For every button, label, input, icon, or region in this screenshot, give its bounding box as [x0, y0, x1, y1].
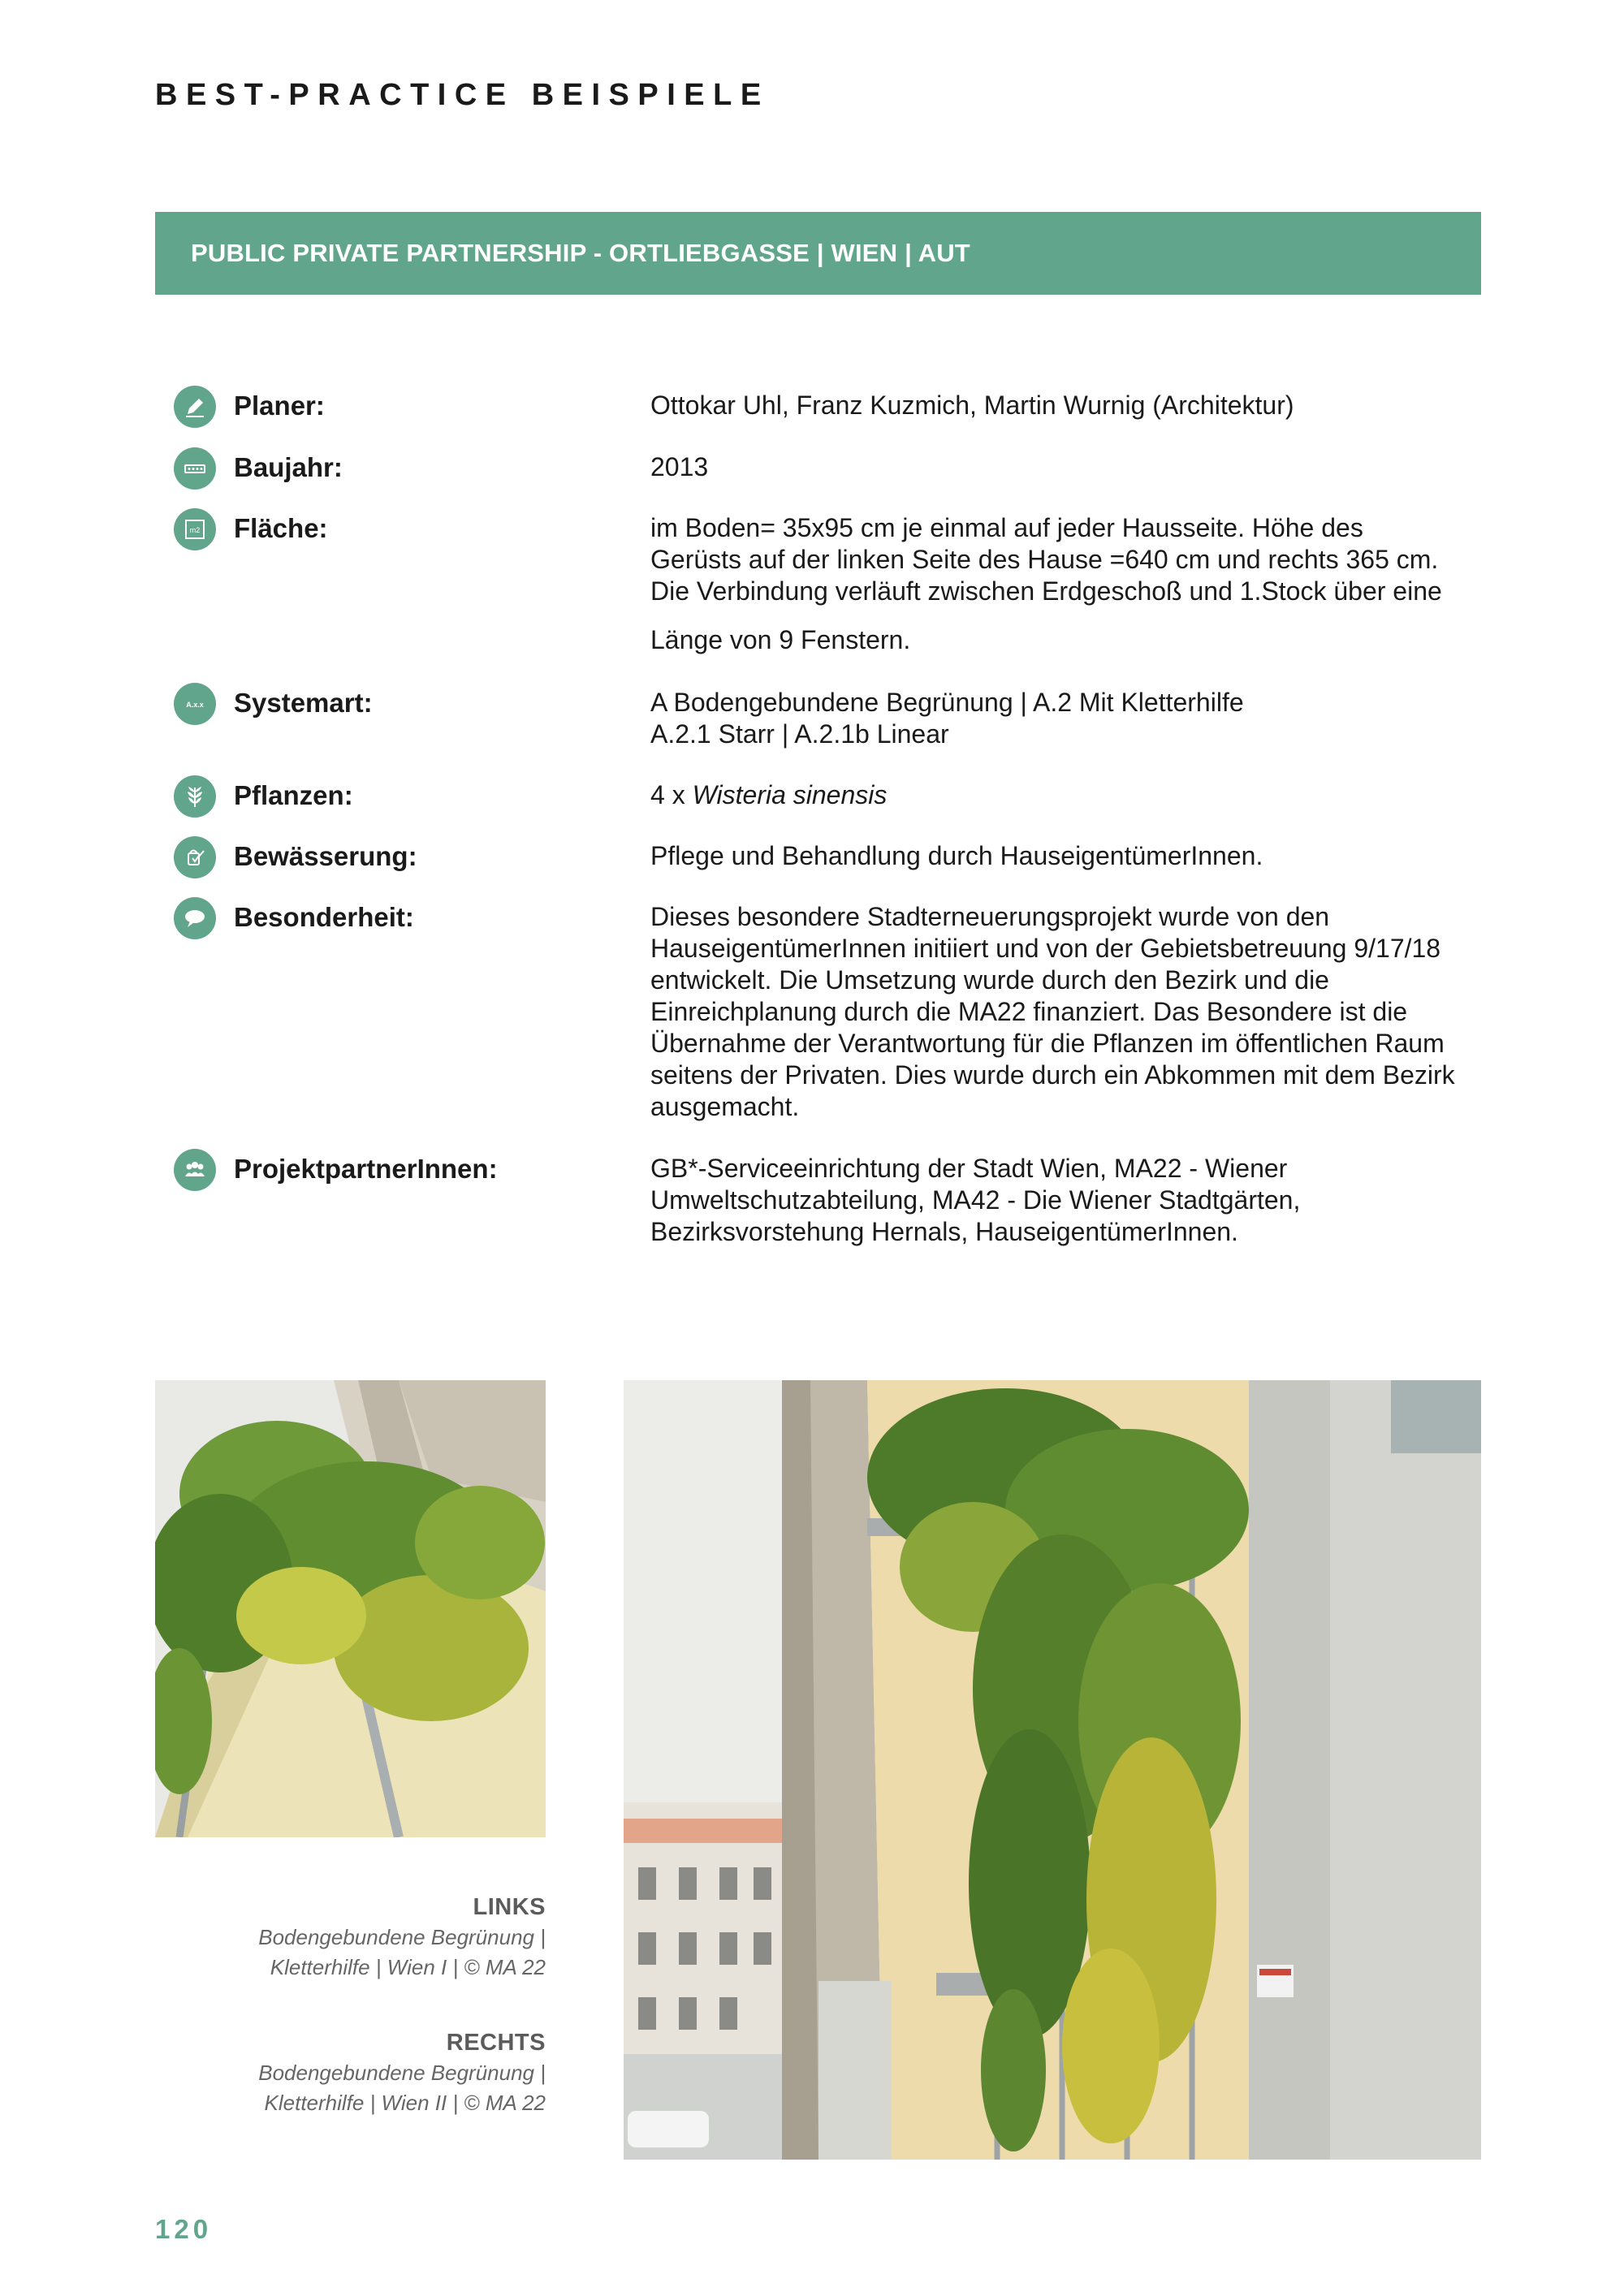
caption-text: Kletterhilfe | Wien II | © MA 22	[264, 2091, 546, 2115]
plant-icon	[174, 775, 216, 818]
detail-value	[650, 687, 1487, 750]
area-icon	[174, 508, 216, 550]
detail-value: Pflege und Behandlung durch HauseigentümerInnen.	[650, 841, 1263, 870]
detail-label: Planer:	[234, 391, 325, 421]
value-line: Die Verbindung verläuft zwischen Erdgeschoß und 1.Stock über eine	[650, 576, 1442, 606]
caption-text: Kletterhilfe | Wien I | © MA 22	[270, 1955, 546, 1979]
detail-label: Fläche:	[234, 513, 328, 543]
detail-value: Ottokar Uhl, Franz Kuzmich, Martin Wurnig (Architektur)	[650, 391, 1294, 420]
detail-label: ProjektpartnerInnen:	[234, 1154, 498, 1184]
caption-text: Bodengebundene Begrünung |	[258, 2061, 546, 2085]
detail-label: Pflanzen:	[234, 780, 353, 810]
value-line: ausgemacht.	[650, 1092, 800, 1121]
detail-value: 2013	[650, 452, 709, 481]
detail-value	[650, 512, 1487, 656]
section-heading: BEST-PRACTICE BEISPIELE	[155, 78, 770, 112]
svg-text:m2: m2	[189, 526, 201, 534]
photo-right	[624, 1380, 1481, 2160]
value-line: A.2.1 Starr | A.2.1b Linear	[650, 719, 949, 749]
value-line: Einreichplanung durch die MA22 finanziert. Das Besondere ist die	[650, 997, 1408, 1026]
caption-title: RECHTS	[446, 2030, 546, 2056]
value-line: seitens der Privaten. Dies wurde durch ein Abkommen mit dem Bezirk	[650, 1060, 1455, 1090]
page-number: 120	[155, 2214, 213, 2244]
caption-text: Bodengebundene Begrünung |	[258, 1925, 546, 1949]
speech-bubble-icon	[174, 897, 216, 939]
value-line: Umweltschutzabteilung, MA42 - Die Wiener Stadtgärten,	[650, 1185, 1301, 1215]
system-icon	[174, 683, 216, 725]
value-line: HauseigentümerInnen initiiert und von der Gebietsbetreuung 9/17/18	[650, 934, 1441, 963]
calendar-icon	[174, 447, 216, 490]
detail-label: Besonderheit:	[234, 902, 414, 932]
value-line: Dieses besondere Stadterneuerungsprojekt wurde von den	[650, 902, 1330, 931]
svg-text:A.x.x: A.x.x	[186, 701, 204, 709]
value-line: GB*-Serviceeinrichtung der Stadt Wien, MA22 - Wiener	[650, 1154, 1288, 1183]
plant-species: Wisteria sinensis	[692, 780, 888, 809]
value-line: im Boden= 35x95 cm je einmal auf jeder Hausseite. Höhe des	[650, 513, 1363, 542]
caption-title: LINKS	[473, 1894, 546, 1920]
detail-label: Systemart:	[234, 688, 373, 718]
value-line: Übernahme der Verantwortung für die Pflanzen im öffentlichen Raum	[650, 1029, 1445, 1058]
detail-value	[650, 1153, 1487, 1248]
watering-can-icon	[174, 836, 216, 878]
plant-count: 4 x	[650, 780, 685, 809]
detail-value	[650, 901, 1487, 1123]
people-icon	[174, 1149, 216, 1191]
caption-links	[155, 1892, 546, 1983]
caption-rechts	[155, 2027, 546, 2118]
value-line: Bezirksvorstehung Hernals, HauseigentümerInnen.	[650, 1217, 1238, 1246]
value-line	[650, 779, 1487, 811]
photo-left	[155, 1380, 546, 1837]
project-title-bar: PUBLIC PRIVATE PARTNERSHIP - ORTLIEBGASSE | WIEN | AUT	[155, 212, 1481, 295]
pencil-icon	[174, 386, 216, 428]
detail-label: Baujahr:	[234, 452, 343, 482]
detail-label: Bewässerung:	[234, 841, 417, 871]
value-line: entwickelt. Die Umsetzung wurde durch den Bezirk und die	[650, 965, 1329, 995]
value-line: A Bodengebundene Begrünung | A.2 Mit Kletterhilfe	[650, 688, 1244, 717]
value-line: Gerüsts auf der linken Seite des Hause =640 cm und rechts 365 cm.	[650, 545, 1439, 574]
detail-value	[650, 779, 1487, 811]
value-line: Länge von 9 Fenstern.	[650, 625, 911, 654]
